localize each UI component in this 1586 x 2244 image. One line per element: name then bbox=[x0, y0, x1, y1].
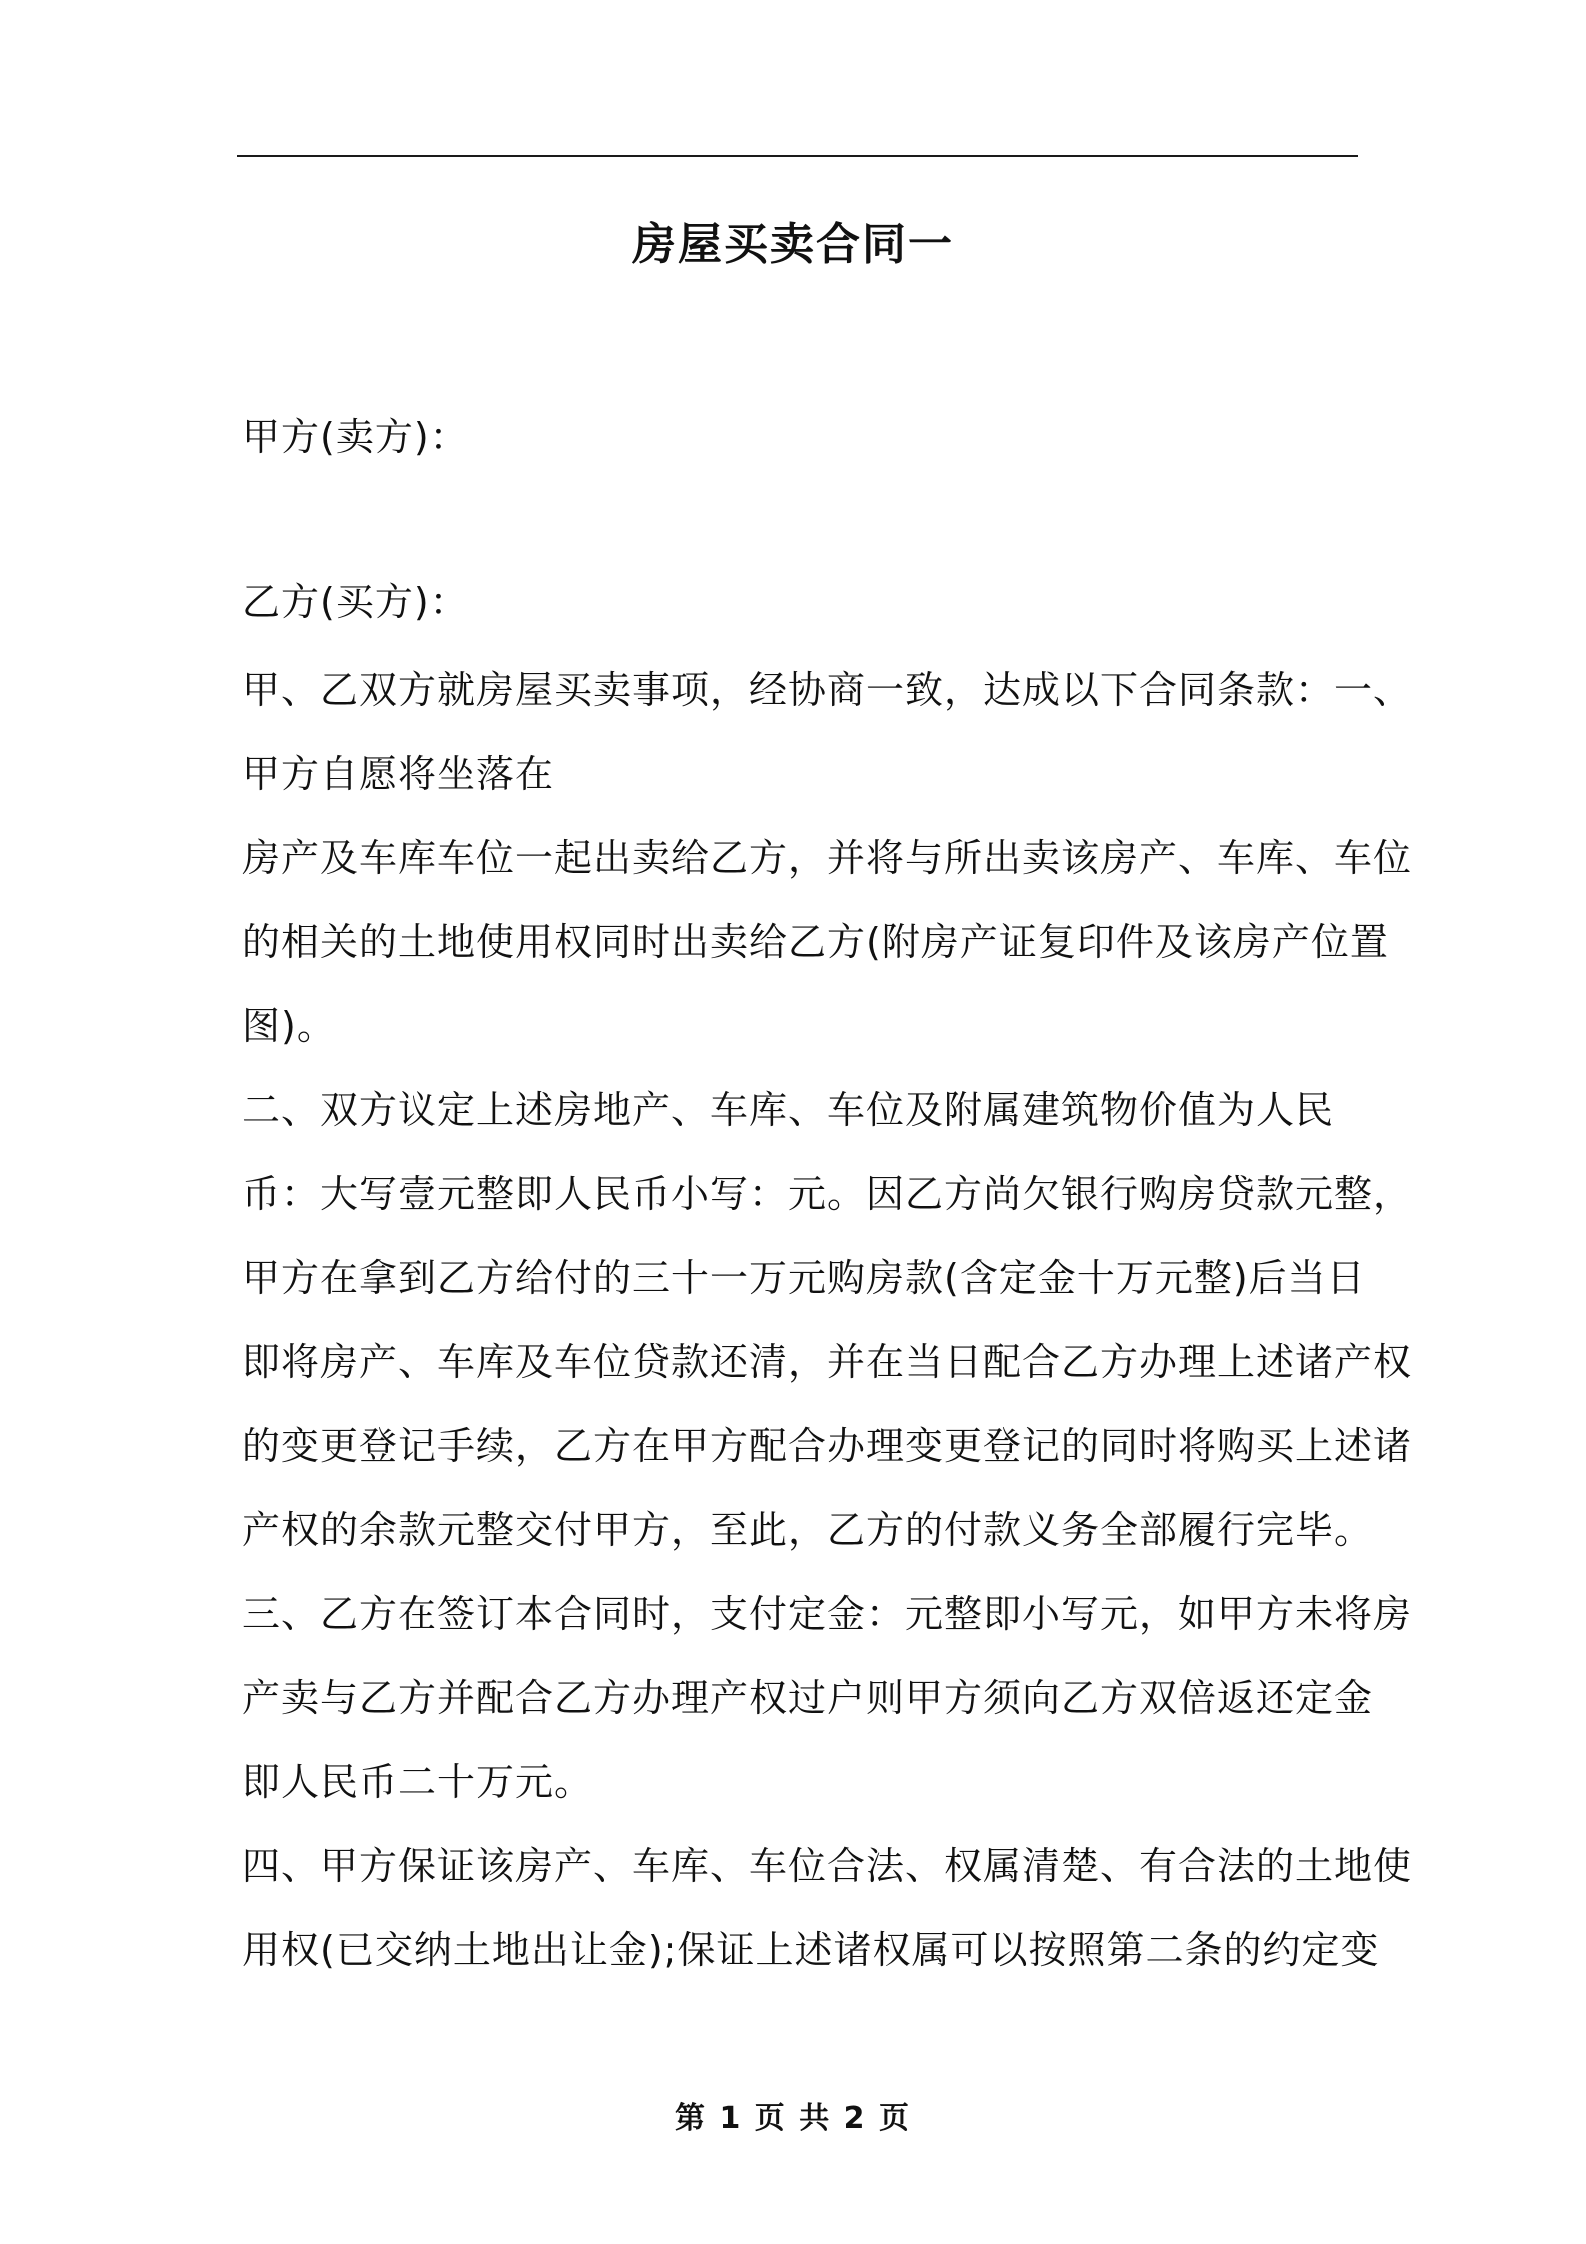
party-b-label: 乙方(买方)： bbox=[242, 580, 469, 624]
body-line: 甲、乙双方就房屋买卖事项，经协商一致，达成以下合同条款：一、 bbox=[242, 668, 1413, 712]
body-line: 的相关的土地使用权同时出卖给乙方(附房产证复印件及该房产位置 bbox=[242, 920, 1389, 964]
body-line: 甲方自愿将坐落在 bbox=[242, 752, 555, 796]
body-line: 四、甲方保证该房产、车库、车位合法、权属清楚、有合法的土地使 bbox=[242, 1844, 1413, 1888]
header-rule bbox=[237, 155, 1358, 157]
body-line: 币：大写壹元整即人民币小写：元。因乙方尚欠银行购房贷款元整， bbox=[242, 1172, 1413, 1216]
body-line: 房产及车库车位一起出卖给乙方，并将与所出卖该房产、车库、车位 bbox=[242, 836, 1413, 880]
party-a-line bbox=[242, 395, 1360, 479]
body-line: 三、乙方在签订本合同时，支付定金：元整即小写元，如甲方未将房 bbox=[242, 1592, 1413, 1636]
body-line: 二、双方议定上述房地产、车库、车位及附属建筑物价值为人民 bbox=[242, 1088, 1335, 1132]
page-number-footer: 第 1 页 共 2 页 bbox=[675, 2101, 911, 2136]
party-a-label: 甲方(卖方)： bbox=[242, 415, 469, 459]
body-line: 甲方在拿到乙方给付的三十一万元购房款(含定金十万元整)后当日 bbox=[242, 1256, 1366, 1300]
contract-body bbox=[242, 648, 1413, 1992]
body-line: 产卖与乙方并配合乙方办理产权过户则甲方须向乙方双倍返还定金 bbox=[242, 1676, 1374, 1720]
body-line: 图)。 bbox=[242, 1004, 336, 1048]
document-title: 房屋买卖合同一 bbox=[632, 219, 954, 270]
party-b-line bbox=[242, 560, 1360, 644]
body-line: 用权(已交纳土地出让金);保证上述诸权属可以按照第二条的约定变 bbox=[242, 1928, 1380, 1972]
body-line: 的变更登记手续，乙方在甲方配合办理变更登记的同时将购买上述诸 bbox=[242, 1424, 1413, 1468]
body-line: 产权的余款元整交付甲方，至此，乙方的付款义务全部履行完毕。 bbox=[242, 1508, 1374, 1552]
body-line: 即将房产、车库及车位贷款还清，并在当日配合乙方办理上述诸产权 bbox=[242, 1340, 1413, 1384]
body-line: 即人民币二十万元。 bbox=[242, 1760, 594, 1804]
